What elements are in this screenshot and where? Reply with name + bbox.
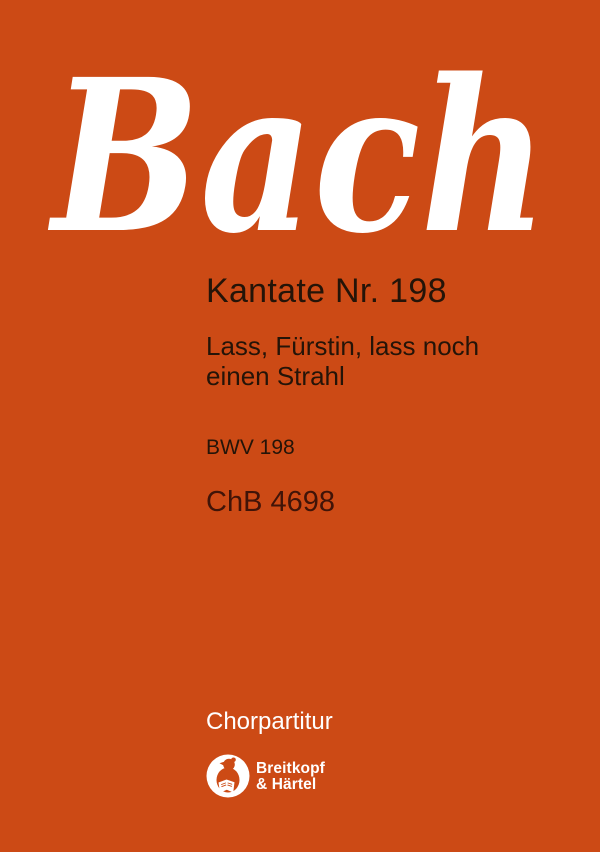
work-subtitle xyxy=(206,331,479,391)
edition-type-label: Chorpartitur xyxy=(206,708,333,735)
composer-script-area xyxy=(0,24,600,276)
work-subtitle-line1: Lass, Fürstin, lass noch xyxy=(206,331,480,361)
publisher-name-line2: & Härtel xyxy=(256,776,317,793)
work-title: Kantate Nr. 198 xyxy=(206,272,447,310)
edition-number: ChB 4698 xyxy=(206,486,335,518)
breitkopf-bear-icon xyxy=(206,754,250,798)
publisher-name-line1: Breitkopf xyxy=(256,760,325,777)
work-subtitle-line2: einen Strahl xyxy=(206,361,345,391)
catalog-number: BWV 198 xyxy=(206,436,295,459)
composer-script-svg xyxy=(0,24,600,276)
composer-name: Bach xyxy=(47,33,548,276)
publisher-name xyxy=(256,754,325,793)
publisher-block xyxy=(206,754,325,798)
